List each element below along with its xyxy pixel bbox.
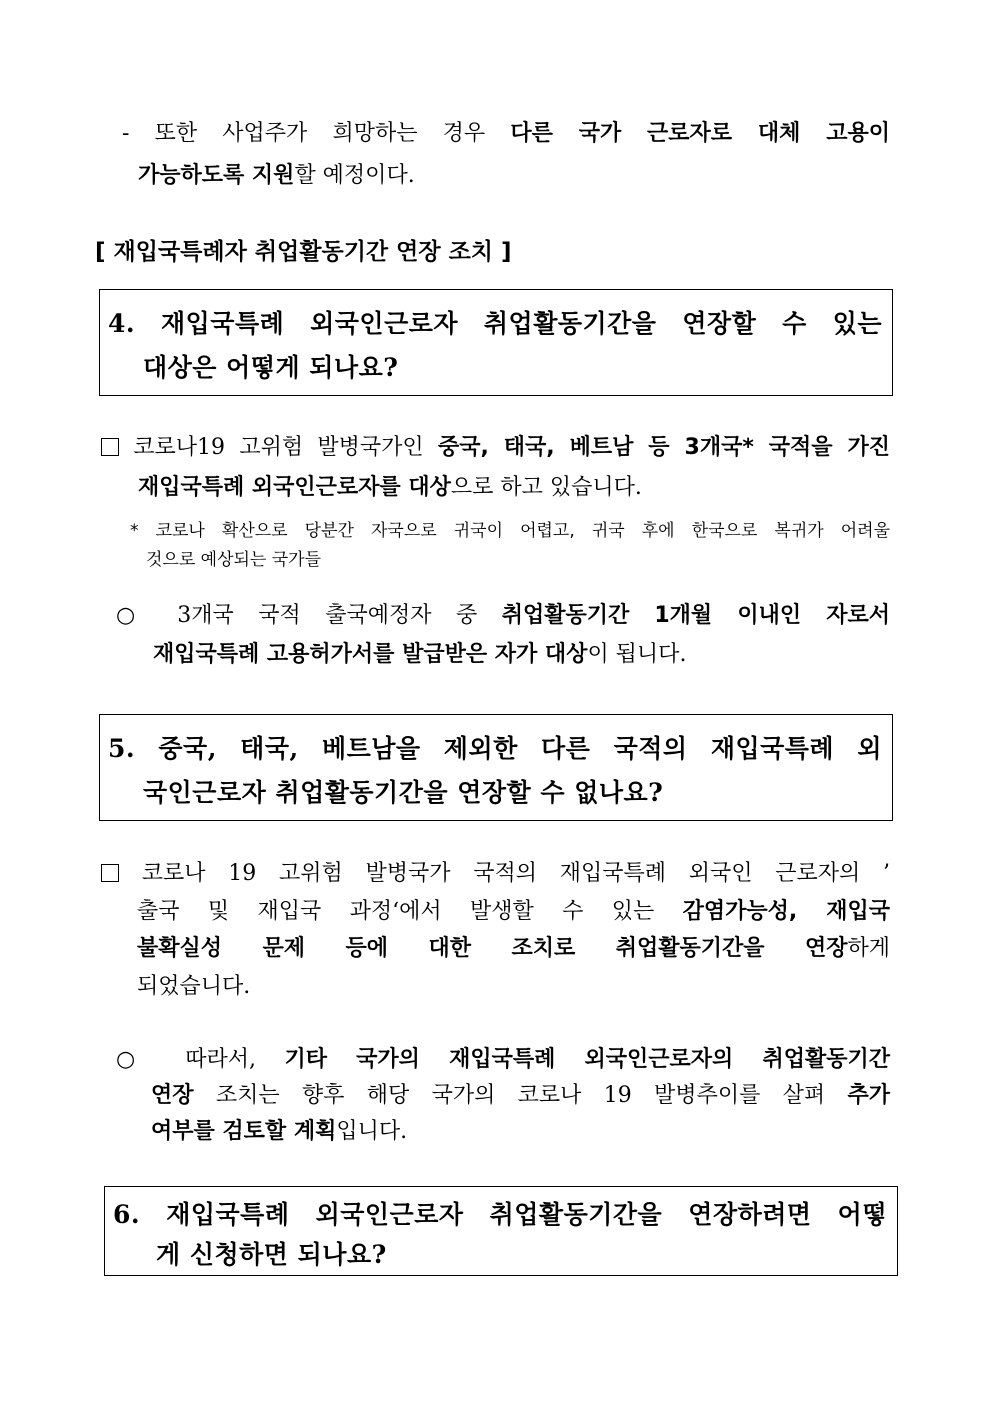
answer-5-bullet-line-2: 연장 조치는 향후 해당 국가의 코로나 19 발병추이를 살펴 추가 [151, 1083, 890, 1108]
checkbox-square-icon [101, 864, 119, 882]
answer-5-line-4: 되었습니다. [137, 974, 251, 999]
answer-4-bullet-line-2: 재입국특례 고용허가서를 발급받은 자가 대상이 됩니다. [153, 642, 687, 667]
question-box-6 [104, 1186, 898, 1276]
answer-4-line-1: 코로나19 고위험 발병국가인 중국, 태국, 베트남 등 3개국* 국적을 가진 [101, 430, 890, 461]
footnote-line-1: * 코로나 확산으로 당분간 자국으로 귀국이 어렵고, 귀국 후에 한국으로 복귀가 어려울 [130, 521, 891, 541]
intro-line-2: 가능하도록 지원할 예정이다. [138, 163, 415, 188]
answer-5-line-1: 코로나 19 고위험 발병국가 국적의 재입국특례 외국인 근로자의 ’ [101, 856, 890, 887]
question-6-line-1: 6. 재입국특례 외국인근로자 취업활동기간을 연장하려면 어떻 [113, 1200, 887, 1229]
question-4-line-1: 4. 재입국특례 외국인근로자 취업활동기간을 연장할 수 있는 [108, 309, 882, 338]
question-number: 4. [108, 309, 136, 338]
answer-5-bullet-line-3: 여부를 검토할 계획입니다. [151, 1119, 408, 1144]
answer-5-bullet-line-1: ○ 따라서, 기타 국가의 재입국특례 외국인근로자의 취업활동기간 [116, 1047, 890, 1072]
bullet-circle-icon: ○ [116, 1047, 157, 1072]
question-5-line-2: 국인근로자 취업활동기간을 연장할 수 없나요? [143, 778, 664, 807]
question-box-4 [99, 289, 893, 396]
footnote-marker: * [130, 521, 139, 541]
intro-line-1: - 또한 사업주가 희망하는 경우 다른 국가 근로자로 대체 고용이 [122, 121, 891, 146]
answer-4-bullet-line-1: ○ 3개국 국적 출국예정자 중 취업활동기간 1개월 이내인 자로서 [116, 603, 890, 628]
footnote-line-2: 것으로 예상되는 국가들 [146, 550, 322, 570]
question-4-line-2: 대상은 어떻게 되나요? [143, 353, 399, 382]
answer-5-line-3: 불확실성 문제 등에 대한 조치로 취업활동기간을 연장하게 [137, 936, 890, 961]
answer-5-line-2: 출국 및 재입국 과정‘에서 발생할 수 있는 감염가능성, 재입국 [137, 899, 890, 924]
intro-marker: - [122, 121, 130, 146]
question-5-line-1: 5. 중국, 태국, 베트남을 제외한 다른 국적의 재입국특례 외 [108, 734, 882, 763]
question-number: 6. [113, 1200, 141, 1229]
question-number: 5. [108, 734, 136, 763]
question-box-5 [99, 714, 893, 821]
checkbox-square-icon [101, 438, 119, 456]
bullet-circle-icon: ○ [116, 603, 153, 628]
answer-4-line-2: 재입국특례 외국인근로자를 대상으로 하고 있습니다. [138, 475, 642, 500]
question-6-line-2: 게 신청하면 되나요? [156, 1240, 387, 1269]
section-heading: [ 재입국특례자 취업활동기간 연장 조치 ] [95, 239, 512, 265]
